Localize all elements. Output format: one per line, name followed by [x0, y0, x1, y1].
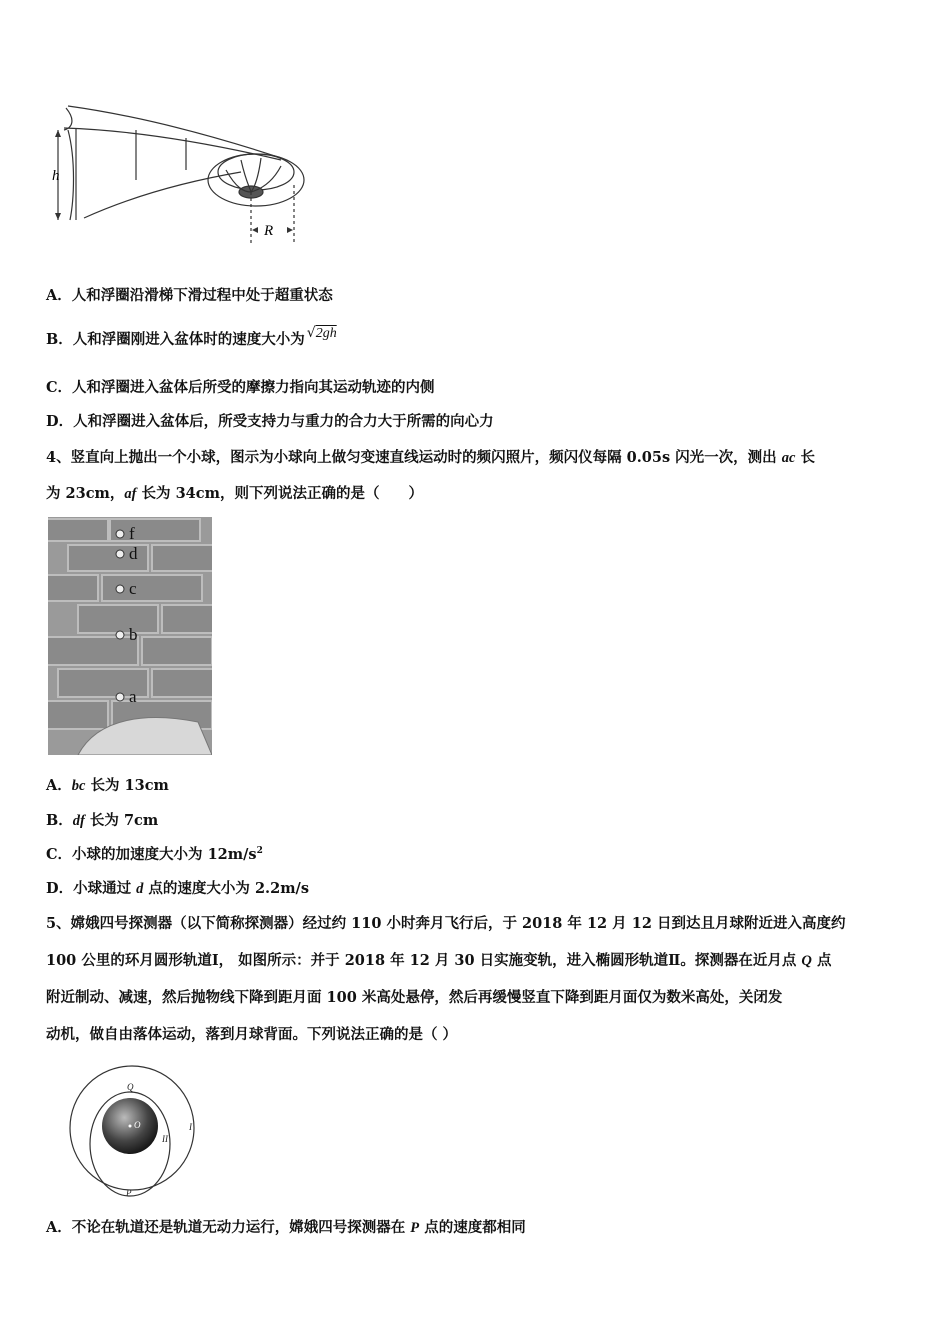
- label-b: b: [129, 625, 138, 644]
- label-P: P: [126, 1188, 132, 1198]
- q3-option-b: [46, 325, 337, 351]
- q5-stem-line1: 5、嫦娥四号探测器（以下简称探测器）经过约 110 小时奔月飞行后，于 2018 年 12 月 12 日到达且月球附近进入高度约: [46, 915, 846, 932]
- q3-option-a: A．人和浮圈沿滑梯下滑过程中处于超重状态: [46, 287, 333, 304]
- ball-a: [116, 693, 124, 701]
- strobe-photo: [48, 517, 212, 755]
- q4-option-d: D．小球通过 d 点的速度大小为 2.2m/s: [46, 880, 309, 897]
- ball-b: [116, 631, 124, 639]
- q4-option-b: B．df 长为 7cm: [46, 812, 159, 829]
- water-slide-figure: [46, 100, 306, 250]
- label-O: O: [134, 1120, 141, 1130]
- q4-option-c: C．小球的加速度大小为 $12m/s^2$: [46, 846, 263, 863]
- ball-d: [116, 550, 124, 558]
- q4-stem-line1: 4、竖直向上抛出一个小球，图示为小球向上做匀变速直线运动时的频闪照片，频闪仪每隔 0.05s 闪光一次，测出 ac 长: [46, 449, 815, 466]
- radius-label: R: [264, 223, 274, 239]
- ball-c: [116, 585, 124, 593]
- q5-option-a: A．不论在轨道还是轨道无动力运行，嫦娥四号探测器在 P 点的速度都相同: [46, 1219, 526, 1236]
- q5-stem-line2: 100 公里的环月圆形轨道Ⅰ， 如图所示：并于 2018 年 12 月 30 日实施变轨，进入椭圆形轨道Ⅱ。探测器在近月点 Q 点: [46, 952, 832, 969]
- q5-stem-line4: 动机，做自由落体运动，落到月球背面。下列说法正确的是（ ）: [46, 1026, 458, 1043]
- q4-option-a: A．bc 长为 13cm: [46, 777, 169, 794]
- orbit-figure: [64, 1064, 204, 1200]
- label-I: I: [189, 1122, 192, 1132]
- ball-f: [116, 530, 124, 538]
- label-II: II: [162, 1134, 168, 1144]
- label-f: f: [129, 524, 135, 543]
- label-c: c: [129, 579, 137, 598]
- label-d: d: [129, 544, 138, 563]
- height-label: h: [52, 168, 60, 184]
- q3-option-b-text: B．人和浮圈刚进入盆体时的速度大小为: [46, 331, 305, 348]
- label-a: a: [129, 687, 137, 706]
- q5-stem-line3: 附近制动、减速，然后抛物线下降到距月面 100 米高处悬停，然后再缓慢竖直下降到距月面仅为数米高处，关闭发: [46, 989, 783, 1006]
- sqrt-expression: √2gh: [306, 325, 337, 341]
- label-Q: Q: [127, 1082, 134, 1092]
- q3-option-d: D．人和浮圈进入盆体后，所受支持力与重力的合力大于所需的向心力: [46, 413, 494, 430]
- q4-stem-line2: 为 23cm，af 长为 34cm，则下列说法正确的是（ ）: [46, 485, 423, 502]
- q3-option-c: C．人和浮圈进入盆体后所受的摩擦力指向其运动轨迹的内侧: [46, 379, 435, 396]
